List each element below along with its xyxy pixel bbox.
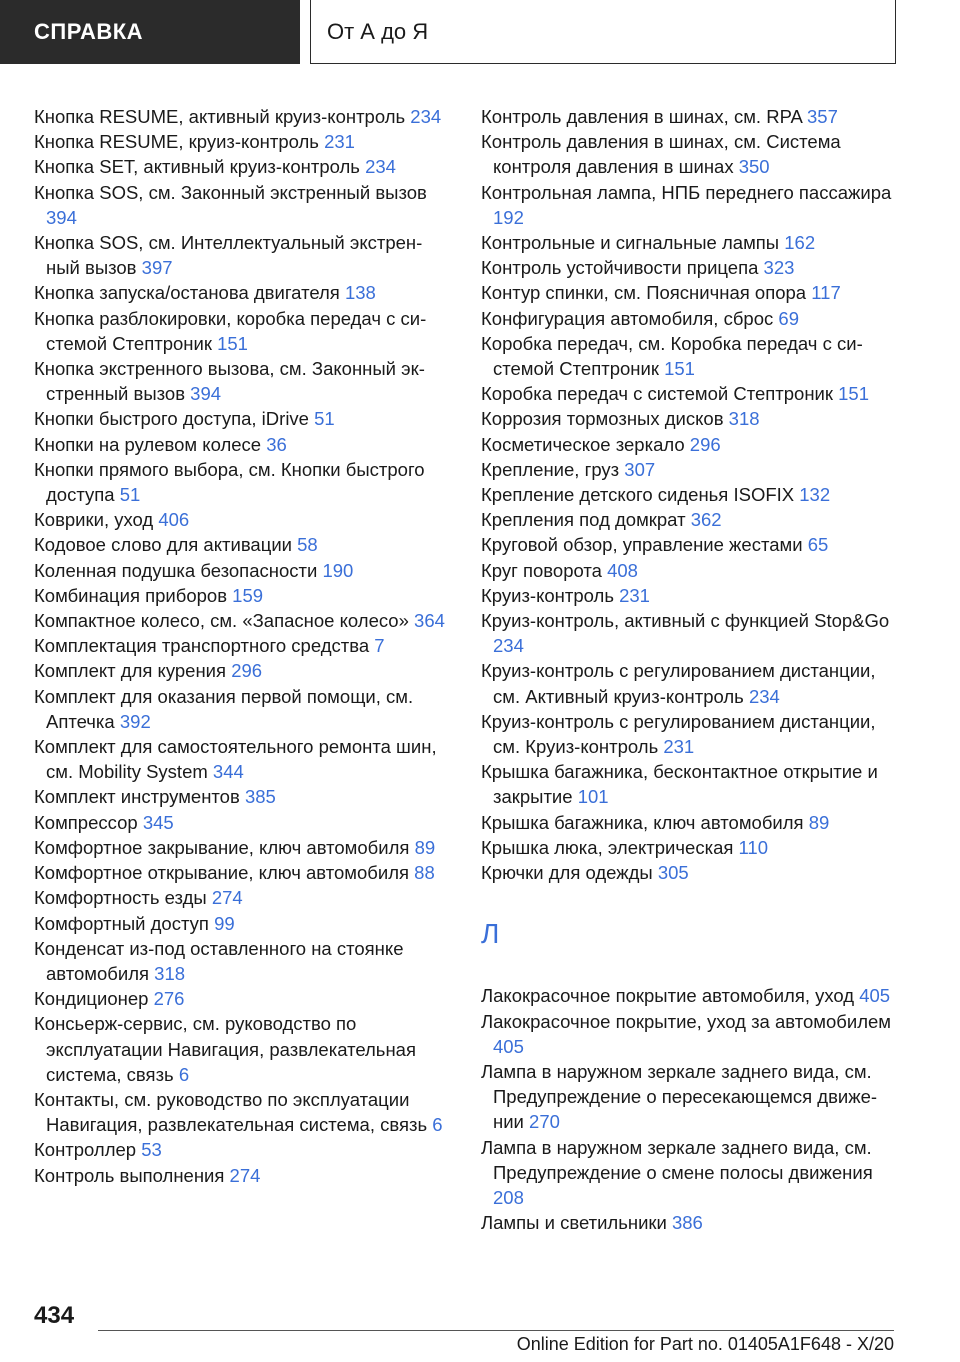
footer-edition-text: Online Edition for Part no. 01405A1F648 - X/20 [516, 1334, 894, 1354]
index-entry-page-link[interactable]: 234 [365, 156, 396, 178]
index-entry-page-link[interactable]: 151 [838, 383, 870, 405]
index-entry [481, 860, 901, 885]
index-entry-page-link[interactable]: 231 [324, 131, 355, 153]
index-entry-page-link[interactable]: 357 [807, 106, 838, 127]
index-entry [34, 835, 446, 860]
footer-divider [98, 1330, 894, 1331]
index-column-left [34, 104, 446, 1188]
index-entry [34, 885, 446, 910]
index-entry-page-link[interactable]: 69 [778, 307, 799, 329]
index-entry-page-link[interactable]: 162 [784, 232, 816, 254]
index-entry [481, 759, 901, 809]
index-entry [34, 280, 446, 305]
index-entry-text: Комплект инструментов [34, 786, 240, 808]
index-entry-page-link[interactable]: 318 [154, 962, 186, 984]
index-entry-page-link[interactable]: 101 [577, 786, 609, 808]
index-entry-text: Круиз-контроль, активный с функцией Stop&Go [481, 610, 890, 632]
index-entry-page-link[interactable]: 386 [671, 1212, 703, 1234]
index-entry [481, 432, 901, 457]
index-entry [34, 457, 446, 507]
header-section-tab: СПРАВКА [0, 0, 300, 64]
index-entry-text: Крепление детского сиденья ISOFIX [481, 484, 795, 506]
index-entry-page-link[interactable]: 364 [414, 610, 445, 632]
index-entry [34, 1163, 446, 1188]
header-title: От А до Я [310, 0, 896, 64]
index-entry-page-link[interactable]: 159 [232, 584, 264, 606]
index-entry-text: Комплект для оказания первой помощи, см. Аптечка [34, 685, 414, 732]
index-entry [34, 406, 446, 431]
index-entry-text: Контроль устойчивости прицепа [481, 257, 759, 279]
index-entry-text: Конфигурация автомобиля, сброс [481, 307, 774, 329]
index-entry-text: Лакокрасочное покрытие автомобиля, уход [481, 985, 855, 1007]
index-entry-page-link[interactable]: 397 [141, 257, 173, 279]
index-entry [481, 810, 901, 835]
index-entry [34, 532, 446, 557]
index-entry-text: Круиз-контроль с регулированием дистанции, см. Круиз-контроль [481, 710, 876, 758]
index-entry [481, 331, 901, 381]
index-entry-page-link[interactable]: 345 [142, 811, 174, 833]
index-entry [34, 129, 446, 154]
index-entry-text: Кнопка SOS, см. Интеллектуальный экстренный вызов [34, 232, 423, 279]
index-entry-page-link[interactable]: 89 [414, 836, 436, 858]
index-entry-text: Кнопка SOS, см. Законный экстренный вызов [34, 181, 427, 203]
index-entry-page-link[interactable]: 274 [229, 1164, 261, 1186]
index-entry-page-link[interactable]: 88 [414, 862, 435, 884]
index-entry-page-link[interactable]: 6 [178, 1063, 190, 1085]
index-entry-page-link[interactable]: 89 [808, 811, 830, 833]
index-entry-page-link[interactable]: 234 [493, 635, 524, 657]
index-entry-page-link[interactable]: 6 [432, 1114, 443, 1136]
index-entry-text: Лампа в наружном зеркале заднего вида, см. Предупреждение о смене полосы движения [481, 1136, 873, 1183]
index-entry [34, 180, 446, 230]
index-entry [481, 482, 901, 507]
index-entry-page-link[interactable]: 362 [690, 509, 722, 531]
index-entry-text: Комфортное закрывание, ключ автомобиля [34, 836, 410, 858]
index-entry [481, 532, 901, 557]
index-entry-text: Контроллер [34, 1139, 137, 1161]
index-entry-text: Кнопки быстрого доступа, iDrive [34, 408, 309, 430]
index-entry [481, 457, 901, 482]
index-entry-page-link[interactable]: 151 [664, 358, 695, 380]
index-entry-page-link[interactable]: 408 [607, 559, 638, 581]
index-entry-page-link[interactable]: 234 [410, 106, 442, 127]
index-entry [34, 633, 446, 658]
index-entry [481, 983, 901, 1008]
index-entry [34, 356, 446, 406]
index-entry-text: Крышка багажника, бесконтактное открытие и закрытие [481, 761, 878, 808]
index-entry-text: Крепление, груз [481, 458, 620, 480]
index-entry-text: Комфортность езды [34, 887, 207, 909]
index-entry [34, 986, 446, 1011]
index-entry-text: Комплект для курения [34, 660, 227, 682]
index-entry-text: Комбинация приборов [34, 584, 228, 606]
index-entry [481, 1210, 901, 1235]
index-entry [481, 255, 901, 280]
index-entry-text: Контрольная лампа, НПБ переднего пассажира [481, 181, 892, 203]
index-entry-page-link[interactable]: 307 [624, 458, 656, 480]
index-entry-page-link[interactable]: 51 [314, 408, 335, 430]
index-entry-text: Лампы и светильники [481, 1212, 667, 1234]
index-entry-page-link[interactable]: 296 [689, 433, 721, 455]
index-entry [34, 810, 446, 835]
index-entry-text: Круиз-контроль [481, 584, 614, 606]
index-entry-text: Контрольные и сигнальные лампы [481, 232, 780, 254]
index-entry [481, 280, 901, 305]
index-entry-text: Кнопка SET, активный круиз-контроль [34, 156, 360, 178]
index-entry-page-link[interactable]: 65 [807, 534, 829, 556]
index-entry-text: Кнопка RESUME, активный круиз-контроль [34, 106, 406, 127]
index-entry [34, 104, 446, 129]
index-entry-text: Коробка передач с системой Стептроник [481, 383, 833, 405]
index-entry-text: Кнопки прямого выбора, см. Кнопки быстрого доступа [34, 458, 425, 506]
index-entry [481, 306, 901, 331]
index-entry-page-link[interactable]: 190 [322, 559, 354, 581]
index-entry [34, 658, 446, 683]
index-entry-page-link[interactable]: 208 [493, 1186, 524, 1208]
index-entry-text: Лампа в наружном зеркале заднего вида, см. Предупреждение о пересекающемся движении [481, 1060, 878, 1133]
index-entry-page-link[interactable]: 231 [619, 584, 650, 606]
index-entry [34, 1011, 446, 1087]
index-entry [481, 104, 901, 129]
index-entry [34, 734, 446, 784]
index-entry-text: Коленная подушка безопасности [34, 559, 318, 581]
index-entry-page-link[interactable]: 53 [141, 1139, 162, 1161]
index-entry [34, 432, 446, 457]
index-entry-text: Комплект для самостоятельного ремонта шин, см. Mobility System [34, 736, 437, 783]
index-entry-page-link[interactable]: 270 [529, 1111, 560, 1133]
section-spacer [481, 885, 901, 907]
index-entry-page-link[interactable]: 234 [748, 685, 780, 707]
index-entry-page-link[interactable]: 58 [297, 534, 318, 556]
index-entry-text: Коррозия тормозных дисков [481, 408, 724, 430]
page-number: 434 [34, 1302, 75, 1329]
index-entry-text: Комфортное открывание, ключ автомобиля [34, 862, 410, 884]
index-entry-text: Лакокрасочное покрытие, уход за автомобилем [481, 1010, 891, 1032]
index-entry-page-link[interactable]: 405 [493, 1035, 524, 1057]
index-entry [481, 1059, 901, 1135]
index-entry-text: Крышка люка, электрическая [481, 836, 734, 858]
index-entry-page-link[interactable]: 318 [728, 408, 760, 430]
index-entry [481, 1135, 901, 1211]
index-entry-page-link[interactable]: 151 [217, 332, 248, 354]
index-entry-text: Конденсат из-под оставленного на стоянке автомобиля [34, 937, 404, 984]
index-entry-text: Контроль выполнения [34, 1164, 225, 1186]
index-entry-text: Круиз-контроль с регулированием дистанции, см. Активный круиз-контроль [481, 660, 876, 707]
index-entry [481, 835, 901, 860]
index-entry [481, 658, 901, 708]
index-entry [481, 1009, 901, 1059]
index-entry-text: Крепления под домкрат [481, 509, 686, 531]
index-entry-text: Круг поворота [481, 559, 602, 581]
index-entry-page-link[interactable]: 99 [214, 912, 235, 934]
index-entry-text: Комплектация транспортного средства [34, 635, 370, 657]
index-entry-page-link[interactable]: 117 [811, 282, 841, 304]
index-entry-text: Кондиционер [34, 988, 149, 1010]
index-entry-text: Косметическое зеркало [481, 433, 685, 455]
index-entry-text: Комфортный доступ [34, 912, 209, 934]
index-entry-page-link[interactable]: 344 [212, 761, 244, 783]
index-entry-text: Крючки для одежды [481, 862, 653, 884]
section-letter-heading: Л [481, 918, 500, 950]
index-entry-page-link[interactable]: 7 [374, 635, 385, 657]
index-column-right [481, 104, 901, 1235]
index-entry-page-link[interactable]: 192 [493, 206, 524, 228]
index-entry-page-link[interactable]: 323 [763, 257, 795, 279]
index-entry-text: Коробка передач, см. Коробка передач с системой Стептроник [481, 332, 863, 380]
index-entry [34, 558, 446, 583]
index-entry-page-link[interactable]: 394 [190, 383, 222, 405]
index-entry [481, 507, 901, 532]
index-entry [34, 306, 446, 356]
index-entry-text: Крышка багажника, ключ автомобиля [481, 811, 804, 833]
index-entry-text: Контакты, см. руководство по эксплуатации Навигация, развлекательная система, связь [34, 1088, 428, 1136]
index-entry [481, 608, 901, 658]
index-entry-text: Консьерж-сервис, см. руководство по эксплуатации Навигация, развлекательная система, связь [34, 1013, 416, 1085]
index-entry-text: Кодовое слово для активации [34, 534, 292, 556]
index-entry-page-link[interactable]: 350 [738, 156, 770, 178]
index-entry [34, 936, 446, 986]
index-entry-page-link[interactable]: 110 [738, 836, 769, 858]
index-entry-page-link[interactable]: 51 [119, 484, 141, 506]
index-entry-page-link[interactable]: 385 [244, 786, 276, 808]
index-entry [481, 583, 901, 608]
index-entry [34, 507, 446, 532]
index-entry-page-link[interactable]: 394 [46, 206, 77, 228]
index-entry-page-link[interactable]: 305 [657, 862, 689, 884]
index-entry [34, 860, 446, 885]
index-entry [481, 381, 901, 406]
index-entry-page-link[interactable]: 405 [859, 985, 891, 1007]
index-entry-text: Кнопки на рулевом колесе [34, 433, 262, 455]
index-entry-text: Кнопка экстренного вызова, см. Законный экстренный вызов [34, 358, 425, 405]
index-entry-page-link[interactable]: 231 [663, 736, 695, 758]
index-entry-page-link[interactable]: 296 [231, 660, 263, 682]
index-entry [481, 180, 901, 230]
index-entry-page-link[interactable]: 274 [211, 887, 243, 909]
index-entry [34, 1137, 446, 1162]
index-entry-text: Компрессор [34, 811, 138, 833]
index-entry-text: Компактное колесо, см. «Запасное колесо» [34, 610, 409, 632]
index-entry [481, 230, 901, 255]
index-entry-text: Контроль давления в шинах, см. Система контроля давления в шинах [481, 131, 841, 178]
index-entry-text: Контур спинки, см. Поясничная опора [481, 282, 807, 304]
index-entry-text: Кнопка запуска/останова двигателя [34, 282, 340, 304]
index-entry [34, 230, 446, 280]
index-entry [34, 154, 446, 179]
index-entry-text: Кнопка разблокировки, коробка передач с системой Стептроник [34, 307, 427, 354]
index-entry-page-link[interactable]: 132 [799, 484, 831, 506]
index-entry [34, 608, 446, 633]
index-entry-text: Коврики, уход [34, 509, 154, 531]
index-entry-text: Круговой обзор, управление жестами [481, 534, 803, 556]
index-entry-page-link[interactable]: 276 [153, 988, 185, 1010]
index-entry-page-link[interactable]: 406 [158, 509, 190, 531]
index-entry-page-link[interactable]: 138 [344, 282, 376, 304]
index-entry-text: Кнопка RESUME, круиз-контроль [34, 131, 319, 153]
index-entry [481, 709, 901, 759]
index-entry [481, 558, 901, 583]
index-entry [481, 129, 901, 179]
index-entry [481, 406, 901, 431]
index-entry [34, 784, 446, 809]
index-entry-text: Контроль давления в шинах, см. RPA [481, 106, 802, 127]
index-entry-page-link[interactable]: 392 [119, 710, 151, 732]
index-entry [34, 1087, 446, 1137]
index-entry [34, 583, 446, 608]
index-entry [34, 911, 446, 936]
index-entry-page-link[interactable]: 36 [266, 433, 287, 455]
index-entry [34, 684, 446, 734]
